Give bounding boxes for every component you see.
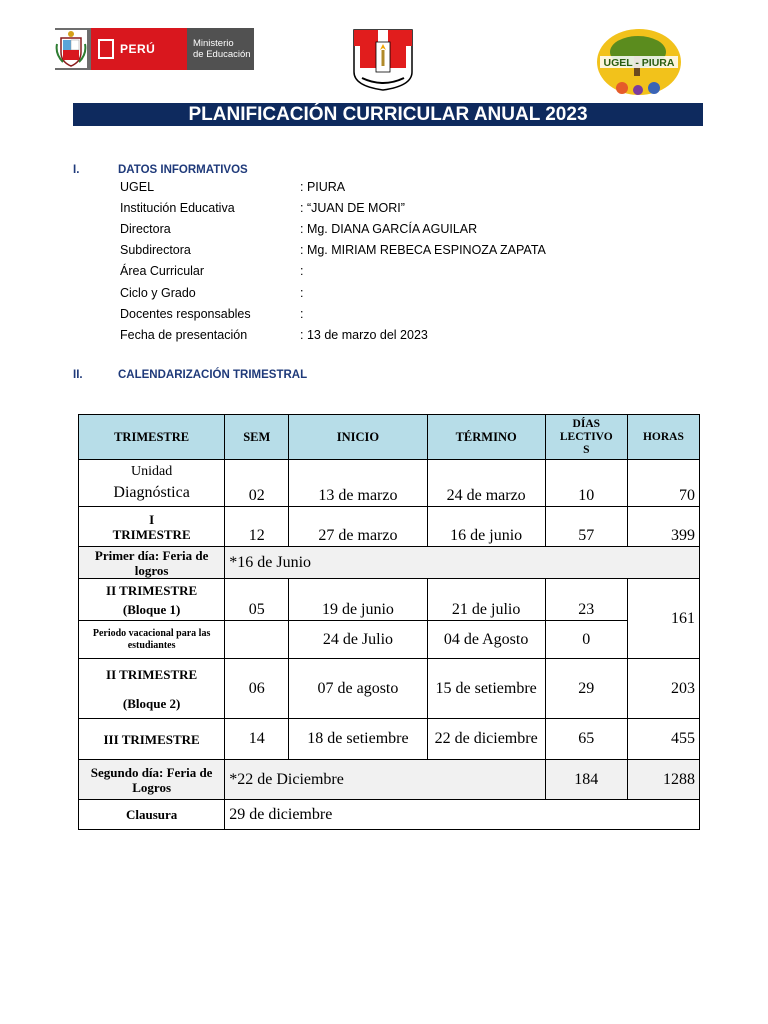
section-2-title: CALENDARIZACIÓN TRIMESTRAL bbox=[118, 369, 308, 381]
row5-sem bbox=[225, 621, 289, 659]
row4-label-line-1: II TRIMESTRE bbox=[106, 582, 198, 598]
flag-icon bbox=[98, 39, 114, 59]
row5-termino: 04 de Agosto bbox=[427, 621, 545, 659]
row2-sem: 12 bbox=[225, 507, 289, 547]
ministerio-box bbox=[187, 28, 254, 70]
info-label-directora: Directora bbox=[120, 222, 171, 236]
info-value-directora: : Mg. DIANA GARCÍA AGUILAR bbox=[300, 222, 478, 236]
info-value-area: : bbox=[300, 264, 304, 278]
peru-coat-of-arms-icon bbox=[55, 30, 87, 68]
row4-sem: 05 bbox=[225, 579, 289, 621]
info-value-ciclo: : bbox=[300, 286, 304, 300]
header-dias-line-2: LECTIVO bbox=[559, 430, 613, 443]
row3-label: Primer día: Feria de logros bbox=[79, 547, 225, 579]
row1-label bbox=[79, 460, 225, 507]
row9-value: 29 de diciembre bbox=[225, 800, 700, 830]
row7-label: III TRIMESTRE bbox=[79, 719, 225, 760]
info-label-subdirectora: Subdirectora bbox=[120, 243, 191, 257]
table-row bbox=[79, 507, 700, 547]
row2-label-line-1: I bbox=[149, 511, 155, 527]
row5-label: Periodo vacacional para las estudiantes bbox=[79, 621, 225, 659]
row1-horas: 70 bbox=[627, 460, 699, 507]
row7-dias: 65 bbox=[545, 719, 627, 760]
ministerio-line-1: Ministerio bbox=[193, 38, 234, 49]
table-row bbox=[79, 621, 700, 659]
row7-sem: 14 bbox=[225, 719, 289, 760]
row6-termino: 15 de setiembre bbox=[427, 659, 545, 719]
table-row bbox=[79, 719, 700, 760]
ugel-logo-text: UGEL - PIURA bbox=[603, 57, 675, 69]
page-title: PLANIFICACIÓN CURRICULAR ANUAL 2023 bbox=[73, 103, 703, 126]
table-row bbox=[79, 547, 700, 579]
row8-dias: 184 bbox=[545, 760, 627, 800]
row3-value: *16 de Junio bbox=[225, 547, 700, 579]
row8-horas: 1288 bbox=[627, 760, 699, 800]
row1-termino: 24 de marzo bbox=[427, 460, 545, 507]
row7-inicio: 18 de setiembre bbox=[289, 719, 427, 760]
row2-horas: 399 bbox=[627, 507, 699, 547]
table-row bbox=[79, 800, 700, 830]
row1-sem: 02 bbox=[225, 460, 289, 507]
header-horas: HORAS bbox=[627, 415, 699, 460]
row4-5-horas: 161 bbox=[627, 579, 699, 659]
row8-value: *22 de Diciembre bbox=[225, 760, 546, 800]
calendar-table bbox=[78, 414, 700, 830]
header-sem: SEM bbox=[225, 415, 289, 460]
info-value-ugel: : PIURA bbox=[300, 180, 346, 194]
row7-termino: 22 de diciembre bbox=[427, 719, 545, 760]
section-1-title: DATOS INFORMATIVOS bbox=[118, 164, 248, 176]
row8-label: Segundo día: Feria de Logros bbox=[79, 760, 225, 800]
info-value-docentes: : bbox=[300, 307, 304, 321]
minedu-logo bbox=[55, 28, 254, 70]
row5-dias: 0 bbox=[545, 621, 627, 659]
info-label-ugel: UGEL bbox=[120, 180, 155, 194]
table-row bbox=[79, 579, 700, 621]
table-row bbox=[79, 659, 700, 719]
info-label-ciclo: Ciclo y Grado bbox=[120, 286, 196, 300]
row6-label bbox=[79, 659, 225, 719]
row4-label bbox=[79, 579, 225, 621]
peru-label: PERÚ bbox=[120, 42, 156, 56]
info-label-docentes: Docentes responsables bbox=[120, 307, 251, 321]
info-label-fecha: Fecha de presentación bbox=[120, 328, 248, 342]
row6-dias: 29 bbox=[545, 659, 627, 719]
info-label-institucion: Institución Educativa bbox=[120, 201, 235, 215]
row7-horas: 455 bbox=[627, 719, 699, 760]
peru-label-box bbox=[91, 28, 187, 70]
header-dias-lectivos bbox=[545, 415, 627, 460]
row9-label: Clausura bbox=[79, 800, 225, 830]
section-2-number: II. bbox=[73, 369, 83, 381]
header-inicio: INICIO bbox=[289, 415, 427, 460]
row2-label-line-2: TRIMESTRE bbox=[112, 526, 191, 542]
row6-inicio: 07 de agosto bbox=[289, 659, 427, 719]
row6-sem: 06 bbox=[225, 659, 289, 719]
header-trimestre: TRIMESTRE bbox=[79, 415, 225, 460]
row2-termino: 16 de junio bbox=[427, 507, 545, 547]
row4-termino: 21 de julio bbox=[427, 579, 545, 621]
row1-inicio: 13 de marzo bbox=[289, 460, 427, 507]
table-row bbox=[79, 760, 700, 800]
info-value-institucion: : “JUAN DE MORI” bbox=[300, 201, 405, 215]
row1-label-line-1: Unidad bbox=[131, 464, 173, 479]
row4-dias: 23 bbox=[545, 579, 627, 621]
row4-label-line-2: (Bloque 1) bbox=[122, 601, 181, 617]
row1-dias: 10 bbox=[545, 460, 627, 507]
row2-label bbox=[79, 507, 225, 547]
info-value-fecha: : 13 de marzo del 2023 bbox=[300, 328, 428, 342]
row5-inicio: 24 de Julio bbox=[289, 621, 427, 659]
header-dias-line-1: DÍAS bbox=[572, 417, 601, 430]
row1-label-line-2: Diagnóstica bbox=[113, 484, 190, 501]
header-dias-line-3: S bbox=[583, 443, 590, 456]
row2-dias: 57 bbox=[545, 507, 627, 547]
school-badge-icon bbox=[352, 28, 414, 92]
row6-label-line-2: (Bloque 2) bbox=[122, 695, 181, 711]
info-label-area: Área Curricular bbox=[120, 264, 205, 278]
ministerio-line-2: de Educación bbox=[193, 49, 251, 60]
table-row bbox=[79, 460, 700, 507]
row6-horas: 203 bbox=[627, 659, 699, 719]
table-header-row bbox=[79, 415, 700, 460]
row2-inicio: 27 de marzo bbox=[289, 507, 427, 547]
row4-inicio: 19 de junio bbox=[289, 579, 427, 621]
section-1-number: I. bbox=[73, 164, 80, 176]
row6-label-line-1: II TRIMESTRE bbox=[106, 666, 198, 682]
header-termino: TÉRMINO bbox=[427, 415, 545, 460]
info-value-subdirectora: : Mg. MIRIAM REBECA ESPINOZA ZAPATA bbox=[300, 243, 546, 257]
